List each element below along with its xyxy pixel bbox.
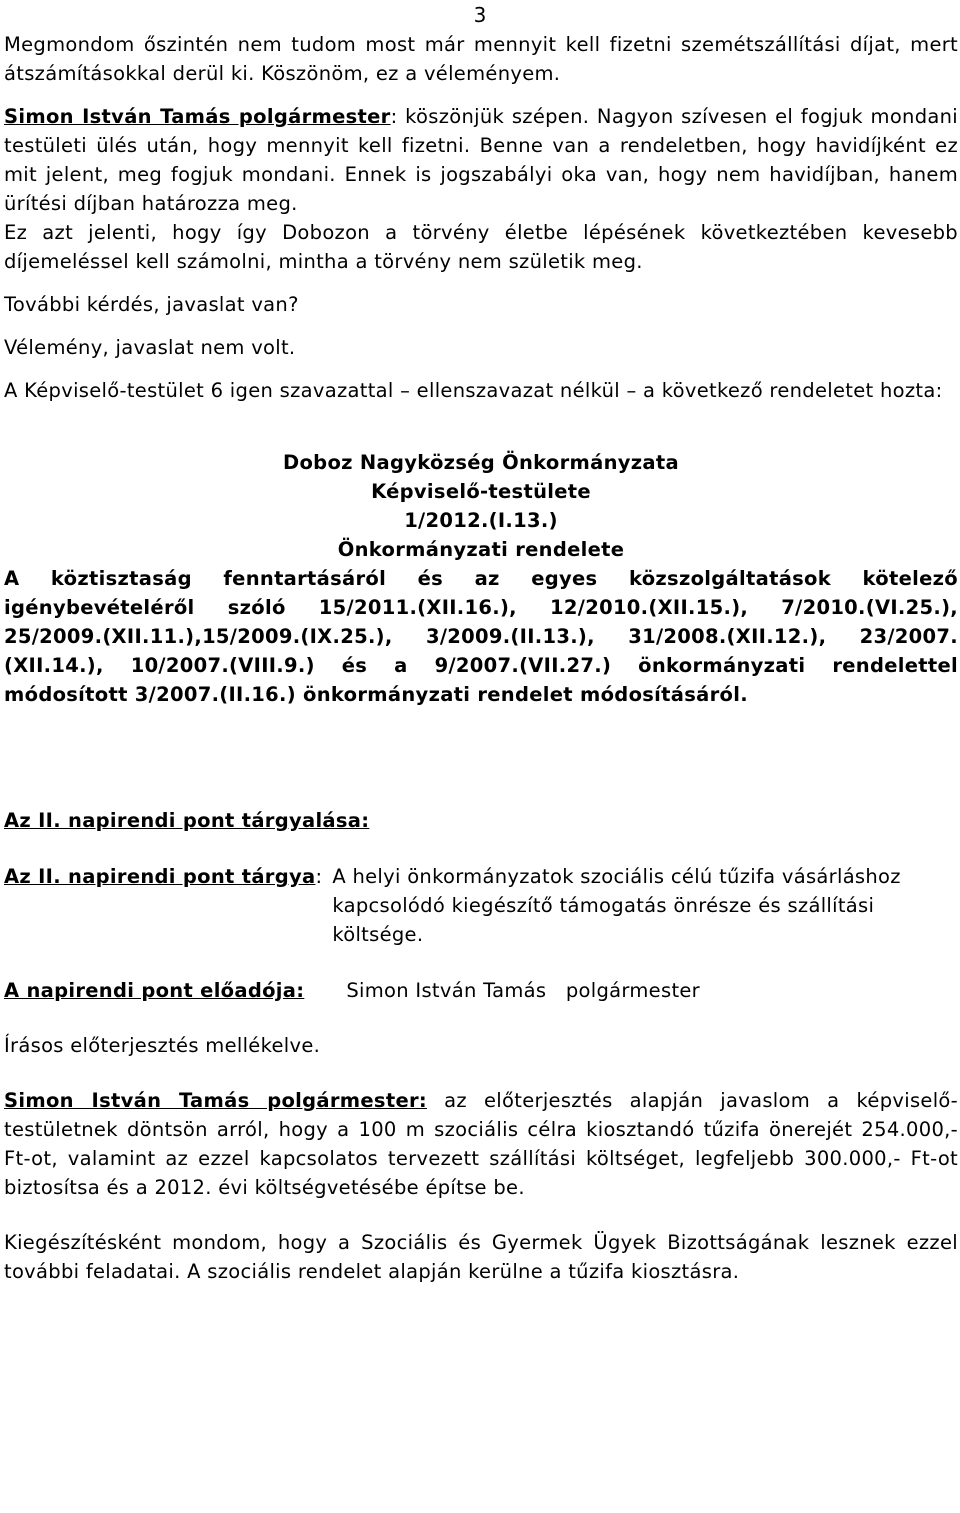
paragraph-law-effect: Ez azt jelenti, hogy így Dobozon a törvény életbe lépésének következtében kevesebb díjemeléssel kell számolni, mintha a törvény nem születik meg. (4, 221, 958, 273)
paragraph-vote: A Képviselő-testület 6 igen szavazattal – ellenszavazat nélkül – a következő rendeletet hozta: (4, 379, 943, 402)
topic-value: A helyi önkormányzatok szociális célú tűzifa vásárláshoz kapcsolódó kiegészítő támogatás önrésze és szállítási költsége. (332, 865, 901, 946)
speaker-name: Simon István Tamás polgármester (4, 105, 391, 128)
presenter-label: A napirendi pont előadója: (4, 979, 305, 1002)
speaker-name: Simon István Tamás polgármester: (4, 1089, 427, 1112)
presenter-value: Simon István Tamás polgármester (346, 979, 700, 1002)
paragraph-opinion: Megmondom őszintén nem tudom most már mennyit kell fizetni szemétszállítási díjat, mert átszámításokkal derül ki. Köszönöm, ez a véleményem. (4, 33, 958, 85)
speaker-text: : köszönjük szépen. Nagyon szívesen el fogjuk mondani testületi ülés után, hogy mennyit kell fizetni. Benne van a rendeletben, hogy havidíjként ez mit jelent, meg fogjuk mondani. Ennek is jogszabályi oka van, hogy nem havidíjban, hanem ürítési díjban határozza meg. (4, 105, 959, 215)
page-number: 3 (473, 3, 487, 27)
agenda-topic (4, 862, 958, 949)
paragraph-no-opinion: Vélemény, javaslat nem volt. (4, 336, 296, 359)
document-body (4, 30, 958, 1286)
decree-type: Önkormányzati rendelete (337, 538, 625, 561)
paragraph-supplement: Kiegészítésként mondom, hogy a Szociális és Gyermek Ügyek Bizottságának lesznek ezzel további feladatai. A szociális rendelet alapján kerülne a tűzifa kiosztásra. (4, 1231, 958, 1283)
paragraph-mayor-reply (4, 102, 958, 218)
decree-title: A köztisztaság fenntartásáról és az egyes közszolgáltatások kötelező igénybevételéről szóló 15/2011.(XII.16.), 12/2010.(XII.15.), 7/2010.(VI.25.), 25/2009.(XII.11.),15/2009.(IX.25.), 3/2009.(II.13.), 31/2008.(XII.12.), 23/2007.(XII.14.), 10/2007.(VIII.9.) és a 9/2007.(VII.27.) önkormányzati rendelettel módosított 3/2007.(II.16.) önkormányzati rendelet módosításáról. (4, 567, 958, 706)
decree-body: Képviselő-testülete (371, 480, 591, 503)
decree-issuer: Doboz Nagyközség Önkormányzata (283, 451, 679, 474)
agenda-heading: Az II. napirendi pont tárgyalása: (4, 809, 370, 832)
agenda-presenter (4, 976, 958, 1005)
speaker-text: az előterjesztés alapján javaslom a képviselő-testületnek döntsön arról, hogy a 100 m szociális célra kiosztandó tűzifa önerejét 254.000,- Ft-ot, valamint az ezzel kapcsolatos tervezett szállítási költséget, legfeljebb 300.000,- Ft-ot biztosítsa és a 2012. évi költségvetésébe építse be. (4, 1089, 958, 1199)
topic-label: Az II. napirendi pont tárgya (4, 865, 316, 888)
decree-number: 1/2012.(I.13.) (404, 509, 558, 532)
topic-colon: : (315, 865, 323, 888)
paragraph-attachment: Írásos előterjesztés mellékelve. (4, 1034, 321, 1057)
paragraph-question: További kérdés, javaslat van? (4, 293, 299, 316)
paragraph-mayor-proposal (4, 1086, 958, 1202)
